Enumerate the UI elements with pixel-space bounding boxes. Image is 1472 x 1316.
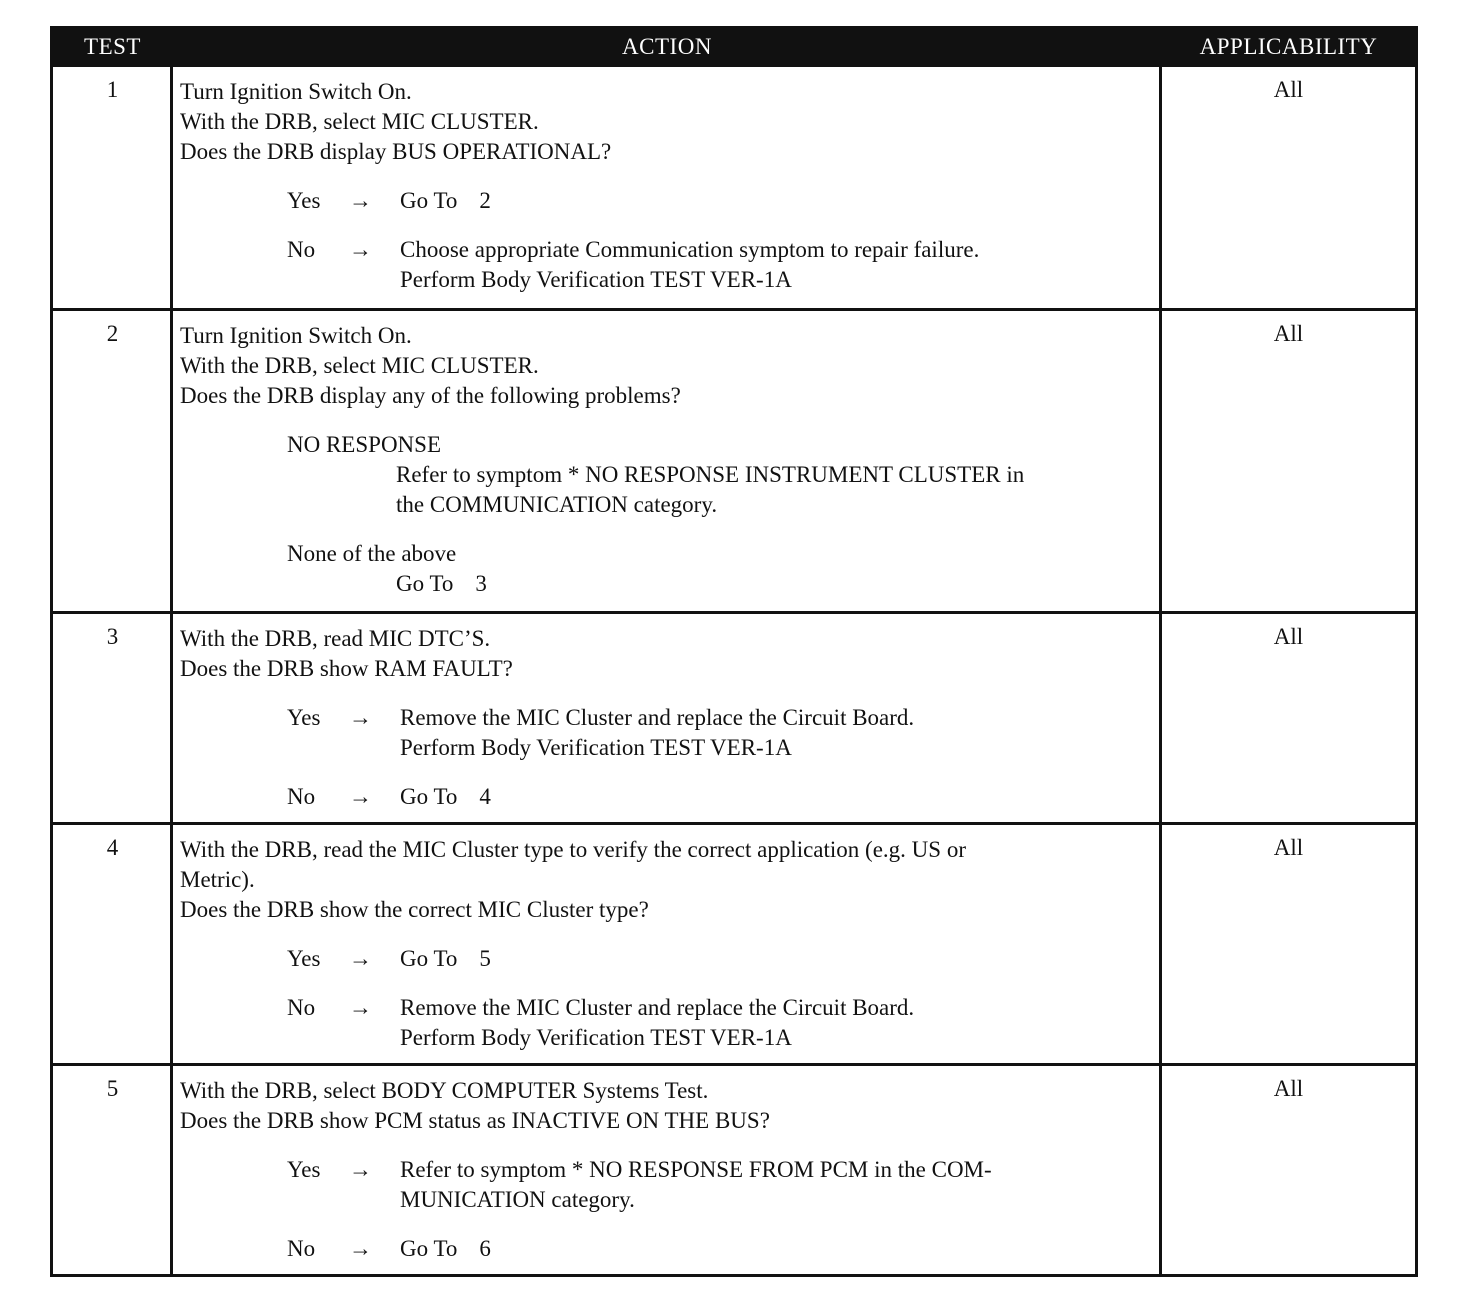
branch-text <box>400 235 979 295</box>
option-body <box>396 460 1160 520</box>
branch-line: Perform Body Verification TEST VER-1A <box>400 735 792 760</box>
branch-key: Yes <box>287 705 321 730</box>
branch-key: No <box>287 237 316 262</box>
goto-label: Go To <box>400 188 458 213</box>
right-arrow-icon: → <box>349 995 372 1020</box>
header-test: TEST <box>84 34 141 59</box>
option-line: the COMMUNICATION category. <box>396 492 718 517</box>
right-arrow-icon: → <box>349 1157 372 1182</box>
column-divider <box>170 311 173 611</box>
branch-line: Choose appropriate Communication symptom to repair failure. <box>400 237 980 262</box>
table-row <box>53 822 1415 1063</box>
goto-target: 5 <box>479 946 491 971</box>
option-title: None of the above <box>287 541 457 566</box>
branch-goto <box>400 944 491 974</box>
table-row <box>53 611 1415 822</box>
branch-line: Perform Body Verification TEST VER-1A <box>400 267 792 292</box>
branch-key: No <box>287 995 316 1020</box>
branch-goto <box>400 782 491 812</box>
option-goto <box>396 569 1160 599</box>
test-number: 5 <box>106 1076 119 1101</box>
right-arrow-icon: → <box>349 784 372 809</box>
right-arrow-icon: → <box>349 188 372 213</box>
no-branch <box>287 1234 1160 1264</box>
action-line: With the DRB, select MIC CLUSTER. <box>180 353 539 378</box>
branch-key: Yes <box>287 946 321 971</box>
action-line: With the DRB, select BODY COMPUTER Systems Test. <box>180 1078 709 1103</box>
action-cell <box>180 321 1160 599</box>
test-number: 1 <box>106 77 119 102</box>
action-cell <box>180 77 1160 295</box>
branch-line: Perform Body Verification TEST VER-1A <box>400 1025 792 1050</box>
goto-label: Go To <box>400 784 458 809</box>
yes-branch <box>287 703 1160 763</box>
action-cell <box>180 1076 1160 1264</box>
option-title: NO RESPONSE <box>287 432 442 457</box>
branch-key: Yes <box>287 1157 321 1182</box>
action-line: Does the DRB show RAM FAULT? <box>180 656 513 681</box>
action-line: Turn Ignition Switch On. <box>180 323 412 348</box>
no-branch <box>287 235 1160 295</box>
action-line: Does the DRB display any of the following problems? <box>180 383 681 408</box>
table-row <box>53 67 1415 308</box>
branch-line: Remove the MIC Cluster and replace the Circuit Board. <box>400 705 915 730</box>
applicability-value: All <box>1273 1076 1304 1101</box>
action-line: Does the DRB show the correct MIC Cluster type? <box>180 897 649 922</box>
goto-label: Go To <box>396 571 454 596</box>
applicability-value: All <box>1273 77 1304 102</box>
yes-branch <box>287 944 1160 974</box>
action-line: Does the DRB show PCM status as INACTIVE ON THE BUS? <box>180 1108 770 1133</box>
option-line: Refer to symptom * NO RESPONSE INSTRUMENT CLUSTER in <box>396 462 1025 487</box>
branch-line: MUNICATION category. <box>400 1187 635 1212</box>
action-line: Metric). <box>180 867 255 892</box>
header-applicability: APPLICABILITY <box>1199 34 1378 59</box>
test-number: 3 <box>106 624 119 649</box>
branch-text <box>400 993 914 1053</box>
right-arrow-icon: → <box>349 705 372 730</box>
no-branch <box>287 993 1160 1053</box>
test-number: 4 <box>106 835 119 860</box>
action-line: With the DRB, read the MIC Cluster type to verify the correct application (e.g. US or <box>180 837 966 862</box>
branch-text <box>400 703 914 763</box>
right-arrow-icon: → <box>349 1236 372 1261</box>
action-line: With the DRB, select MIC CLUSTER. <box>180 109 539 134</box>
test-number: 2 <box>106 321 119 346</box>
goto-target: 4 <box>479 784 491 809</box>
table-header <box>53 29 1415 67</box>
action-line: Does the DRB display BUS OPERATIONAL? <box>180 139 612 164</box>
branch-key: No <box>287 784 316 809</box>
yes-branch <box>287 1155 1160 1215</box>
action-line: Turn Ignition Switch On. <box>180 79 412 104</box>
action-cell <box>180 624 1160 812</box>
table-row <box>53 1063 1415 1274</box>
goto-target: 3 <box>475 571 487 596</box>
branch-line: Refer to symptom * NO RESPONSE FROM PCM in the COM- <box>400 1157 992 1182</box>
column-divider <box>170 67 173 308</box>
table-row <box>53 308 1415 611</box>
action-cell <box>180 835 1160 1053</box>
applicability-value: All <box>1273 624 1304 649</box>
goto-label: Go To <box>400 1236 458 1261</box>
goto-target: 2 <box>479 188 491 213</box>
branch-key: Yes <box>287 188 321 213</box>
action-line: With the DRB, read MIC DTC’S. <box>180 626 491 651</box>
applicability-value: All <box>1273 835 1304 860</box>
goto-label: Go To <box>400 946 458 971</box>
right-arrow-icon: → <box>349 946 372 971</box>
test-procedure-table <box>50 26 1418 1277</box>
branch-goto <box>400 1234 491 1264</box>
branch-goto <box>400 186 491 216</box>
branch-line: Remove the MIC Cluster and replace the Circuit Board. <box>400 995 915 1020</box>
right-arrow-icon: → <box>349 237 372 262</box>
yes-branch <box>287 186 1160 216</box>
branch-key: No <box>287 1236 316 1261</box>
branch-text <box>400 1155 992 1215</box>
applicability-value: All <box>1273 321 1304 346</box>
goto-target: 6 <box>479 1236 491 1261</box>
no-branch <box>287 782 1160 812</box>
header-action: ACTION <box>622 34 712 59</box>
